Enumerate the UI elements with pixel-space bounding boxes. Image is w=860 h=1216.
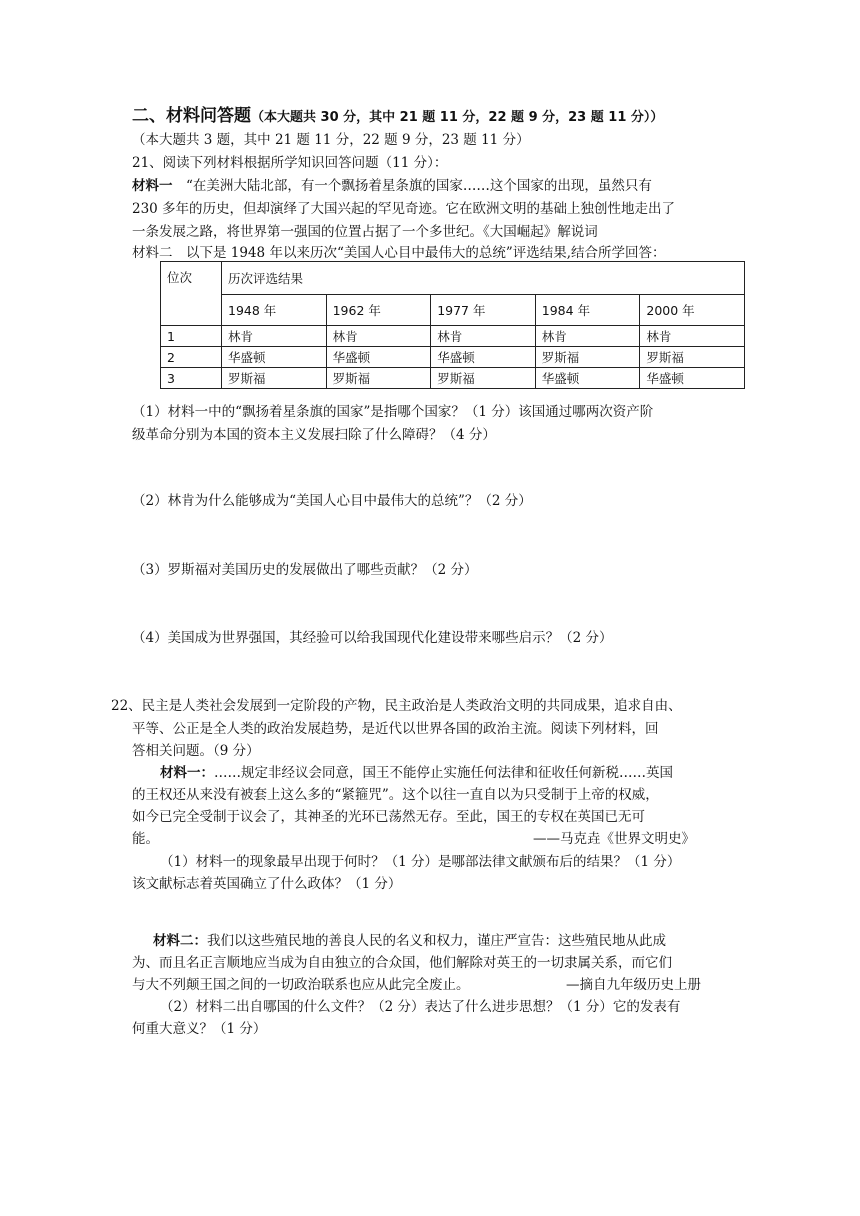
q22-intro-line3: 答相关问题。（9 分） <box>132 743 260 759</box>
table-row <box>161 368 745 389</box>
q22-question2-line2: 何重大意义？（1 分） <box>132 1021 267 1037</box>
table-cell: 华盛顿 <box>326 347 431 368</box>
section-score-note: （本大题共 30 分，其中 21 题 11 分，22 题 9 分，23 题 11 分）） <box>251 110 664 125</box>
presidents-ranking-table <box>160 261 745 389</box>
q22-material1-line4: 能。 <box>132 831 159 847</box>
table-cell: 罗斯福 <box>431 368 536 389</box>
year-header: 1948 年 <box>222 295 327 326</box>
section-note: （本大题共 3 题，其中 21 题 11 分，22 题 9 分，23 题 11 分） <box>132 132 530 148</box>
q21-question1-line1: （1）材料一中的“飘扬着星条旗的国家”是指哪个国家？（1 分）该国通过哪两次资产阶 <box>132 404 654 420</box>
q22-question1-line2: 该文献标志着英国确立了什么政体？（1 分） <box>132 876 402 892</box>
q22-material2-line1 <box>153 931 666 951</box>
q21-material1-line1 <box>132 176 652 196</box>
table-cell: 罗斯福 <box>222 368 327 389</box>
q22-material1-text: ……规定非经议会同意，国王不能停止实施任何法律和征收任何新税……英国 <box>214 765 673 781</box>
rank-cell: 3 <box>161 368 222 389</box>
q22-material1-line3: 如今已完全受制于议会了，其神圣的光环已荡然无存。至此，国王的专权在英国已无可 <box>132 809 645 825</box>
q21-question4: （4）美国成为世界强国，其经验可以给我国现代化建设带来哪些启示？（2 分） <box>132 630 613 646</box>
table-cell: 林肯 <box>222 326 327 347</box>
table-cell: 林肯 <box>640 326 745 347</box>
table-cell: 罗斯福 <box>326 368 431 389</box>
q21-material1-line3: 一条发展之路，将世界第一强国的位置占据了一个多世纪。《大国崛起》解说词 <box>132 224 598 240</box>
q22-material1-source: ——马克垚《世界文明史》 <box>533 831 695 847</box>
q22-question1-line1: （1）材料一的现象最早出现于何时？（1 分）是哪部法律文献颁布后的结果？（1 分） <box>160 854 681 870</box>
rank-header: 位次 <box>161 262 222 326</box>
table-cell: 林肯 <box>535 326 640 347</box>
q22-material2-source: —摘自九年级历史上册 <box>566 977 701 993</box>
q21-intro: 21、阅读下列材料根据所学知识回答问题（11 分）： <box>132 155 448 171</box>
q21-question3: （3）罗斯福对美国历史的发展做出了哪些贡献？（2 分） <box>132 562 478 578</box>
q22-intro-line1: 22、民主是人类社会发展到一定阶段的产物，民主政治是人类政治文明的共同成果，追求自由、 <box>111 698 682 714</box>
year-header-row <box>161 295 745 326</box>
q21-material2-line: 材料二 以下是 1948 年以来历次“美国人心目中最伟大的总统”评选结果,结合所学回答： <box>132 245 666 261</box>
rank-cell: 2 <box>161 347 222 368</box>
rank-cell: 1 <box>161 326 222 347</box>
table-cell: 林肯 <box>431 326 536 347</box>
year-header: 1984 年 <box>535 295 640 326</box>
q21-question2: （2）林肯为什么能够成为“美国人心目中最伟大的总统”？（2 分） <box>132 493 532 509</box>
q22-material2-line3: 与大不列颠王国之间的一切政治联系也应从此完全废止。 <box>132 977 470 993</box>
q22-material2-text: 我们以这些殖民地的善良人民的名义和权力，谨庄严宣告：这些殖民地从此成 <box>207 933 666 949</box>
q22-intro-line2: 平等、公正是全人类的政治发展趋势，是近代以世界各国的政治主流。阅读下列材料，回 <box>132 721 659 737</box>
section-heading <box>132 106 663 128</box>
q22-material2-label: 材料二： <box>153 933 207 949</box>
table-cell: 华盛顿 <box>431 347 536 368</box>
q21-material1-line2: 230 多年的历史，但却演绎了大国兴起的罕见奇迹。它在欧洲文明的基础上独创性地走出了 <box>132 201 676 217</box>
q21-material1-text: “在美洲大陆北部，有一个飘扬着星条旗的国家……这个国家的出现，虽然只有 <box>186 178 652 194</box>
year-header: 2000 年 <box>640 295 745 326</box>
table-row <box>161 347 745 368</box>
q22-material1-line2: 的王权还从来没有被套上这么多的“紧箍咒”。这个以往一直自以为只受制于上帝的权威， <box>132 787 659 803</box>
results-group-header: 历次评选结果 <box>222 262 745 295</box>
table-cell: 罗斯福 <box>640 347 745 368</box>
table-cell: 华盛顿 <box>535 368 640 389</box>
q22-material2-line2: 为、而且名正言顺地应当成为自由独立的合众国，他们解除对英王的一切隶属关系，而它们 <box>132 955 672 971</box>
q22-material1-label: 材料一： <box>160 765 214 781</box>
table-cell: 华盛顿 <box>222 347 327 368</box>
table-cell: 罗斯福 <box>535 347 640 368</box>
table-row <box>161 326 745 347</box>
year-header: 1977 年 <box>431 295 536 326</box>
section-title: 二、材料问答题 <box>132 106 251 126</box>
year-header: 1962 年 <box>326 295 431 326</box>
q22-material1-line1 <box>160 763 673 783</box>
q22-question2-line1: （2）材料二出自哪国的什么文件？（2 分）表达了什么进步思想？（1 分）它的发表有 <box>160 999 681 1015</box>
table-header-row <box>161 262 745 295</box>
q21-question1-line2: 级革命分别为本国的资本主义发展扫除了什么障碍？（4 分） <box>132 427 496 443</box>
table-cell: 华盛顿 <box>640 368 745 389</box>
table-cell: 林肯 <box>326 326 431 347</box>
q21-material1-label: 材料一 <box>132 178 173 194</box>
